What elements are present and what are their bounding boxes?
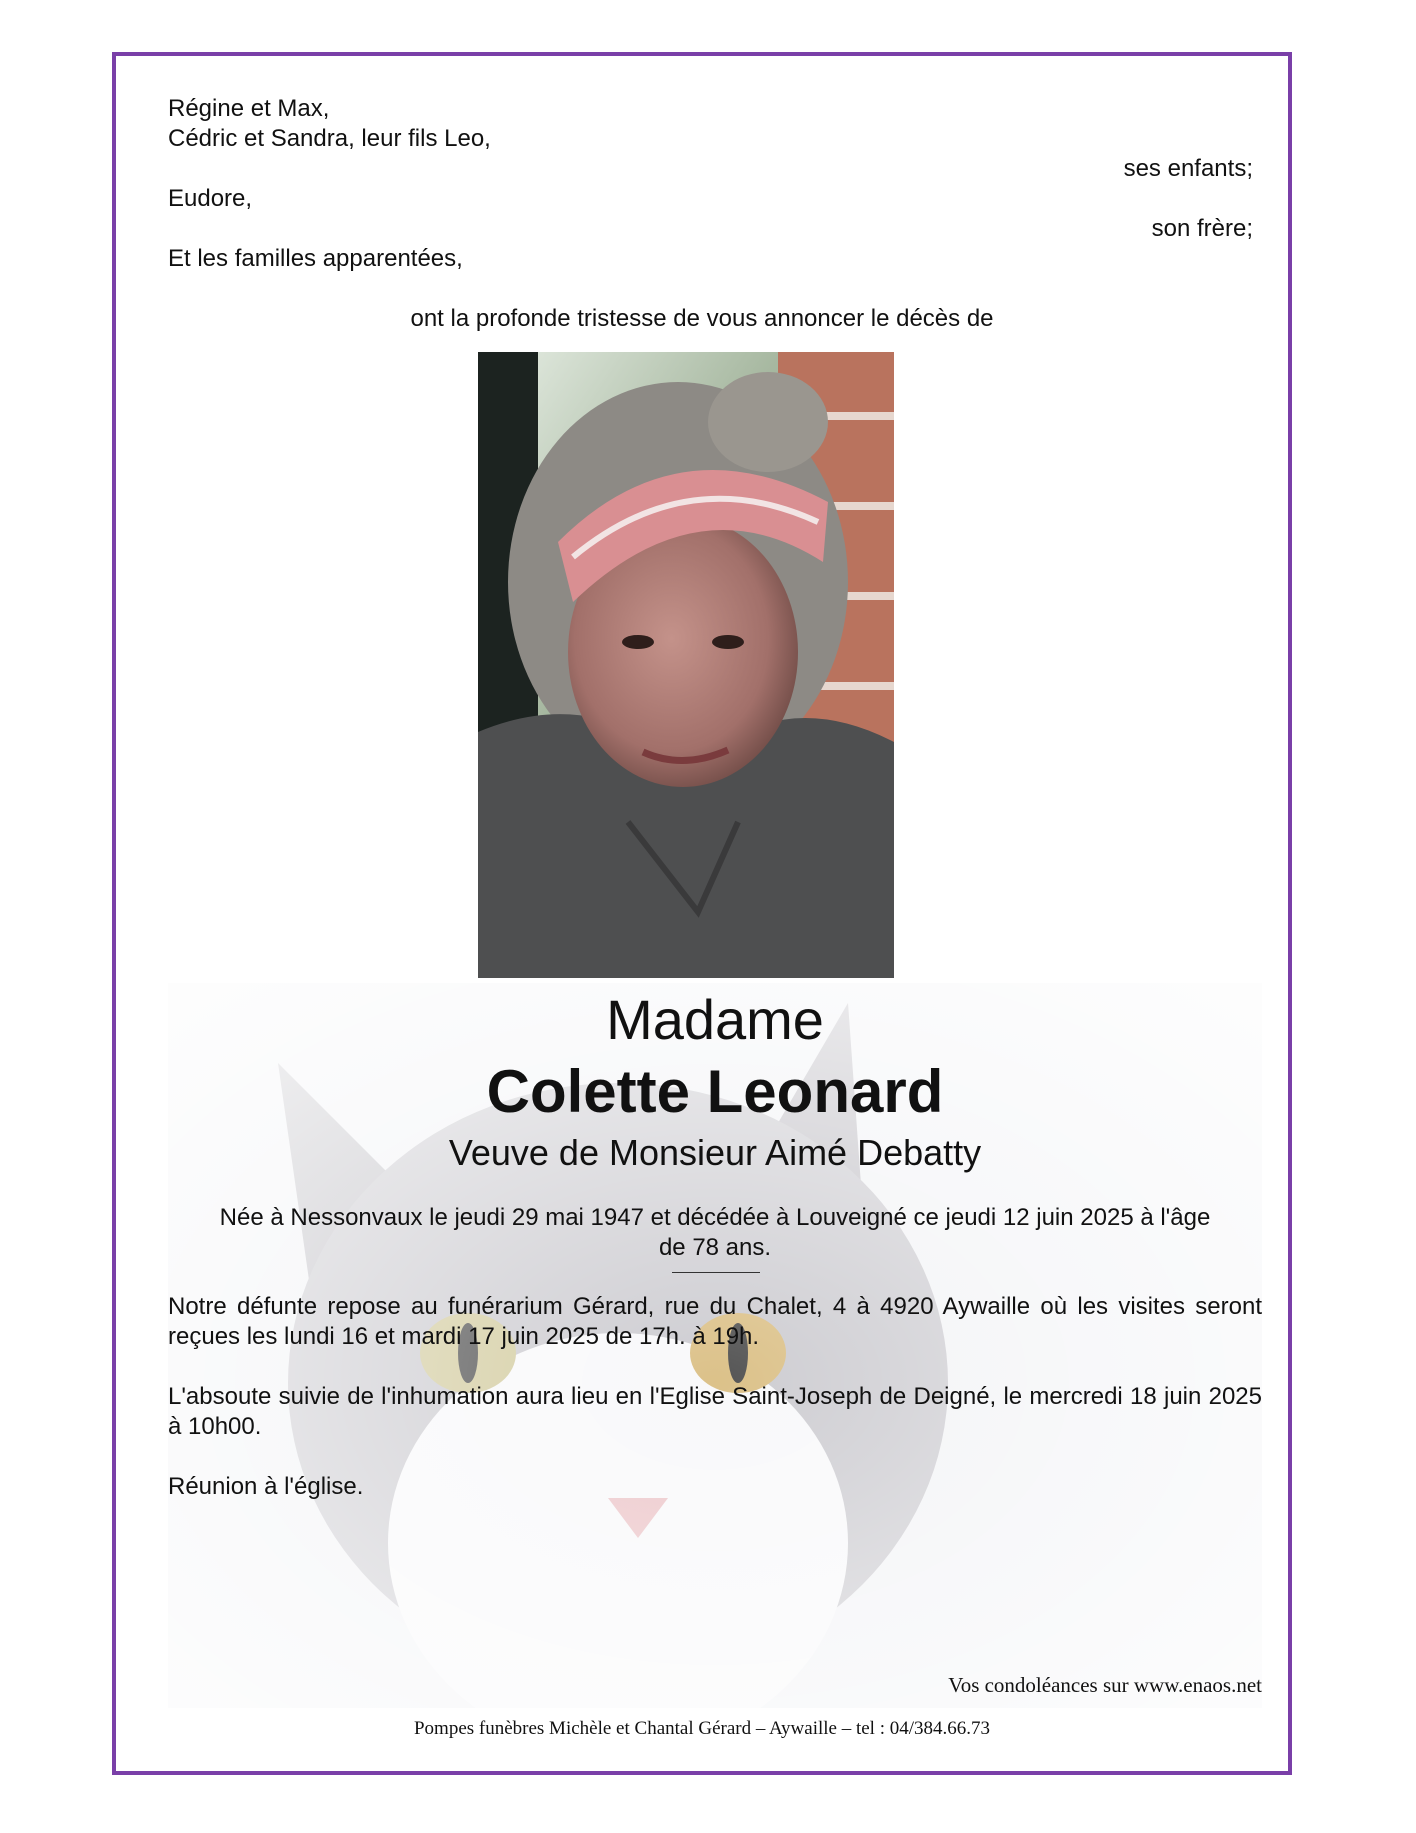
dates-line-1: Née à Nessonvaux le jeudi 29 mai 1947 et décédée à Louveigné ce jeudi 12 juin 2025 à l'âge bbox=[219, 1204, 1211, 1231]
family-role-brother: son frère; bbox=[1151, 215, 1253, 242]
family-line-1: Régine et Max, bbox=[168, 95, 330, 122]
family-line-3: Eudore, bbox=[168, 185, 253, 212]
portrait-photo-icon bbox=[478, 352, 894, 978]
separator-line bbox=[672, 1272, 760, 1273]
deceased-title: Madame bbox=[606, 988, 824, 1051]
widow-of: Veuve de Monsieur Aimé Debatty bbox=[448, 1132, 982, 1173]
ceremony-paragraph: L'absoute suivie de l'inhumation aura lieu en l'Eglise Saint-Joseph de Deigné, le mercredi 18 juin 2025 à 10h00. bbox=[168, 1383, 1262, 1440]
deceased-name: Colette Leonard bbox=[486, 1058, 944, 1125]
family-line-2: Cédric et Sandra, leur fils Leo, bbox=[168, 125, 491, 152]
visits-paragraph: Notre défunte repose au funérarium Gérard, rue du Chalet, 4 à 4920 Aywaille où les visites seront reçues les lundi 16 et mardi 17 juin 2025 de 17h. à 19h. bbox=[168, 1293, 1262, 1350]
birth-death-dates bbox=[168, 1203, 1262, 1263]
family-role-children: ses enfants; bbox=[1123, 155, 1253, 182]
condolences-link[interactable]: Vos condoléances sur www.enaos.net bbox=[948, 1673, 1262, 1697]
portrait-photo bbox=[478, 352, 894, 978]
announcement-text: ont la profonde tristesse de vous annoncer le décès de bbox=[410, 305, 994, 332]
meeting-paragraph: Réunion à l'église. bbox=[168, 1473, 364, 1500]
dates-line-2: de 78 ans. bbox=[658, 1234, 772, 1261]
funeral-home-footer: Pompes funèbres Michèle et Chantal Gérard – Aywaille – tel : 04/384.66.73 bbox=[413, 1718, 991, 1739]
family-line-4: Et les familles apparentées, bbox=[168, 245, 463, 272]
